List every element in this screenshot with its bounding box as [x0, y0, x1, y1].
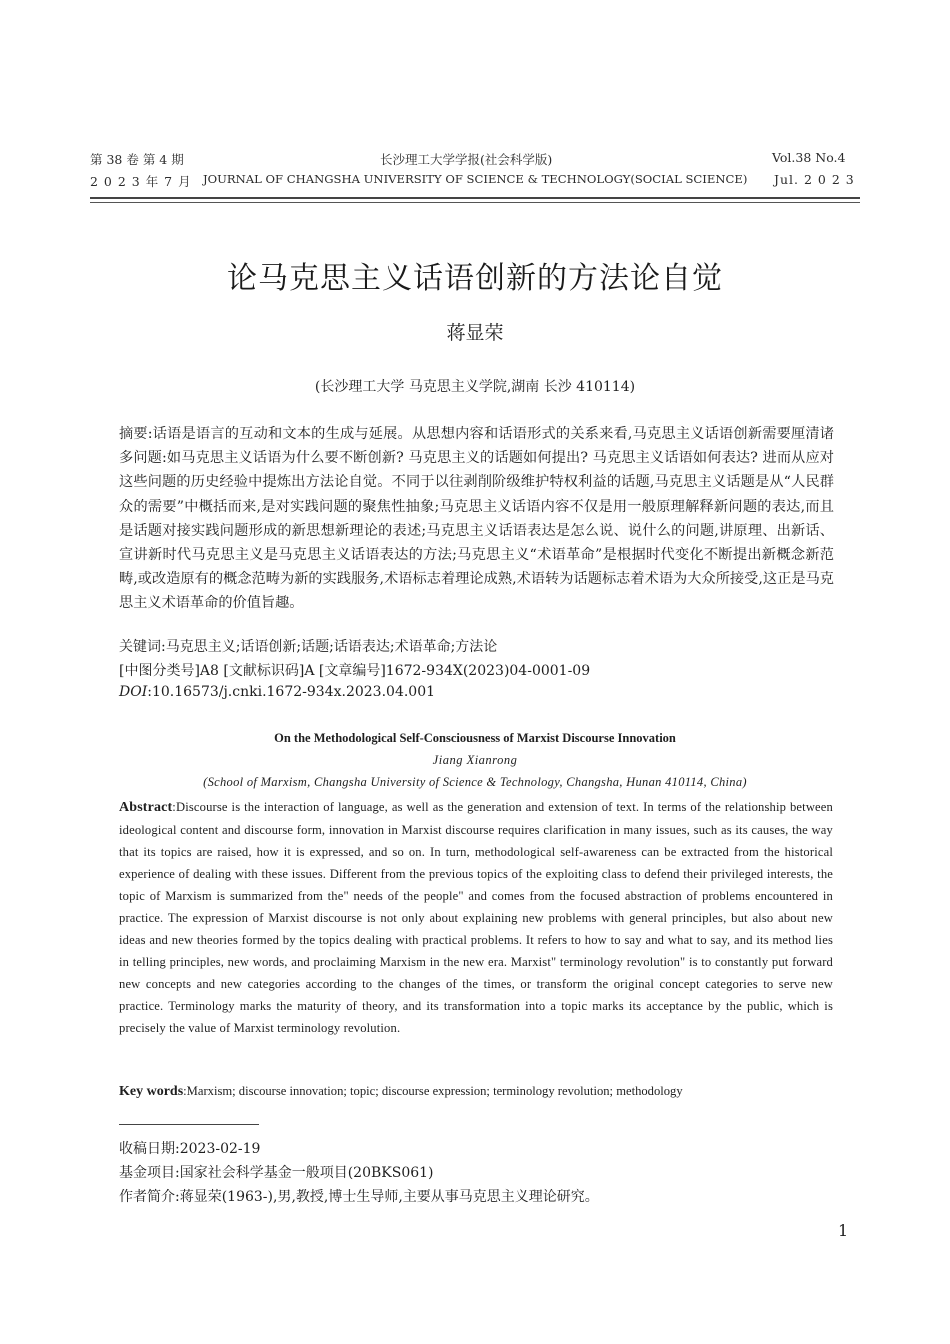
- doi-label: DOI: [119, 684, 148, 700]
- abstract-en-text: :Discourse is the interaction of language, as well as the generation and extension of text. In terms of the relationship between ideological content and discourse form, innovation in Marxist discourse requires clarification in many issues, such as its causes, the way that its topics are raised, how it is expressed, and so on. In turn, methodological self-awareness can be extracted from the historical experience of dealing with these issues. Different from the previous topics of the exploiting class to defend their privileged interests, the topic of Marxism is summarized from the" needs of the people" and comes from the focused abstraction of problems encountered in practice. The expression of Marxist discourse is not only about explaining new problems with general principles, but also about new ideas and new theories formed by the topics dealing with practical problems. It refers to how to say and what to say, and its method lies in telling principles, new words, and proclaiming Marxism in the new era. Marxist" terminology revolution" is to constantly put forward new concepts and new categories according to the changes of the times, or transform the original concept categories to serve new practice. Terminology marks the maturity of theory, and its transformation into a topic marks its acceptance by the public, which is precisely the value of Marxist terminology revolution.: [119, 800, 833, 1036]
- doi-line: [119, 684, 435, 700]
- journal-name-zh: 长沙理工大学学报(社会科学版): [380, 152, 553, 167]
- header-rule-thick: [90, 197, 860, 199]
- doi-value: :10.16573/j.cnki.1672-934x.2023.04.001: [147, 684, 436, 700]
- date-zh: 2 0 2 3 年 7 月: [90, 174, 192, 189]
- journal-name-en: JOURNAL OF CHANGSHA UNIVERSITY OF SCIENCE & TECHNOLOGY(SOCIAL SCIENCE): [203, 172, 748, 186]
- article-author-en: Jiang Xianrong: [432, 753, 518, 767]
- footnote-bio: 作者简介:蒋显荣(1963-),男,教授,博士生导师,主要从事马克思主义理论研究。: [119, 1189, 599, 1205]
- keywords-en-label: Key words: [119, 1084, 184, 1099]
- abstract-zh: [119, 422, 834, 616]
- date-en: Jul. 2 0 2 3: [774, 172, 855, 187]
- abstract-zh-text: 话语是语言的互动和文本的生成与延展。从思想内容和话语形式的关系来看,马克思主义话语创新需要厘清诸多问题:如马克思主义话语为什么要不断创新? 马克思主义的话题如何提出? 马克思主义话语如何表达? 进而从应对这些问题的历史经验中提炼出方法论自觉。不同于以往剥削阶级维护特权利益的话题,马克思主义话题是从“人民群众的需要”中概括而来,是对实践问题的聚焦性抽象;马克思主义话语内容不仅是用一般原理解释新问题的表达,而且是话题对接实践问题形成的新思想新理论的表述;马克思主义话语表达是怎么说、说什么的问题,讲原理、出新话、宣讲新时代马克思主义是马克思主义话语表达的方法;马克思主义“术语革命”是根据时代变化不断提出新概念新范畴,或改造原有的概念范畴为新的实践服务,术语标志着理论成熟,术语转为话题标志着术语为大众所接受,这正是马克思主义术语革命的价值旨趣。: [119, 426, 834, 612]
- footnote-fund: 基金项目:国家社会科学基金一般项目(20BKS061): [119, 1165, 434, 1181]
- article-title-en: On the Methodological Self-Consciousness of Marxist Discourse Innovation: [274, 731, 676, 745]
- footnote-rule: [119, 1124, 259, 1125]
- keywords-en: [119, 1084, 683, 1100]
- keywords-zh: 关键词:马克思主义;话语创新;话题;话语表达;术语革命;方法论: [119, 639, 498, 655]
- volume-issue-zh: 第 38 卷 第 4 期: [90, 152, 184, 167]
- abstract-zh-label: 摘要:: [119, 426, 153, 442]
- author-affiliation: (长沙理工大学 马克思主义学院,湖南 长沙 410114): [314, 379, 636, 395]
- header-rule-thin: [90, 202, 860, 203]
- page-number: 1: [838, 1221, 849, 1240]
- keywords-en-text: :Marxism; discourse innovation; topic; discourse expression; terminology revolution; methodology: [183, 1084, 683, 1098]
- article-title: 论马克思主义话语创新的方法论自觉: [227, 261, 723, 296]
- abstract-en-label: Abstract: [119, 800, 173, 815]
- author-affiliation-en: (School of Marxism, Changsha University of Science & Technology, Changsha, Hunan 410114, China): [203, 775, 747, 789]
- article-author: 蒋显荣: [446, 322, 504, 344]
- footnote-received: 收稿日期:2023-02-19: [119, 1141, 261, 1157]
- abstract-en: [119, 796, 833, 1040]
- volume-issue-en: Vol.38 No.4: [772, 150, 846, 165]
- classification-line: [中图分类号]A8 [文献标识码]A [文章编号]1672-934X(2023)04-0001-09: [119, 663, 591, 679]
